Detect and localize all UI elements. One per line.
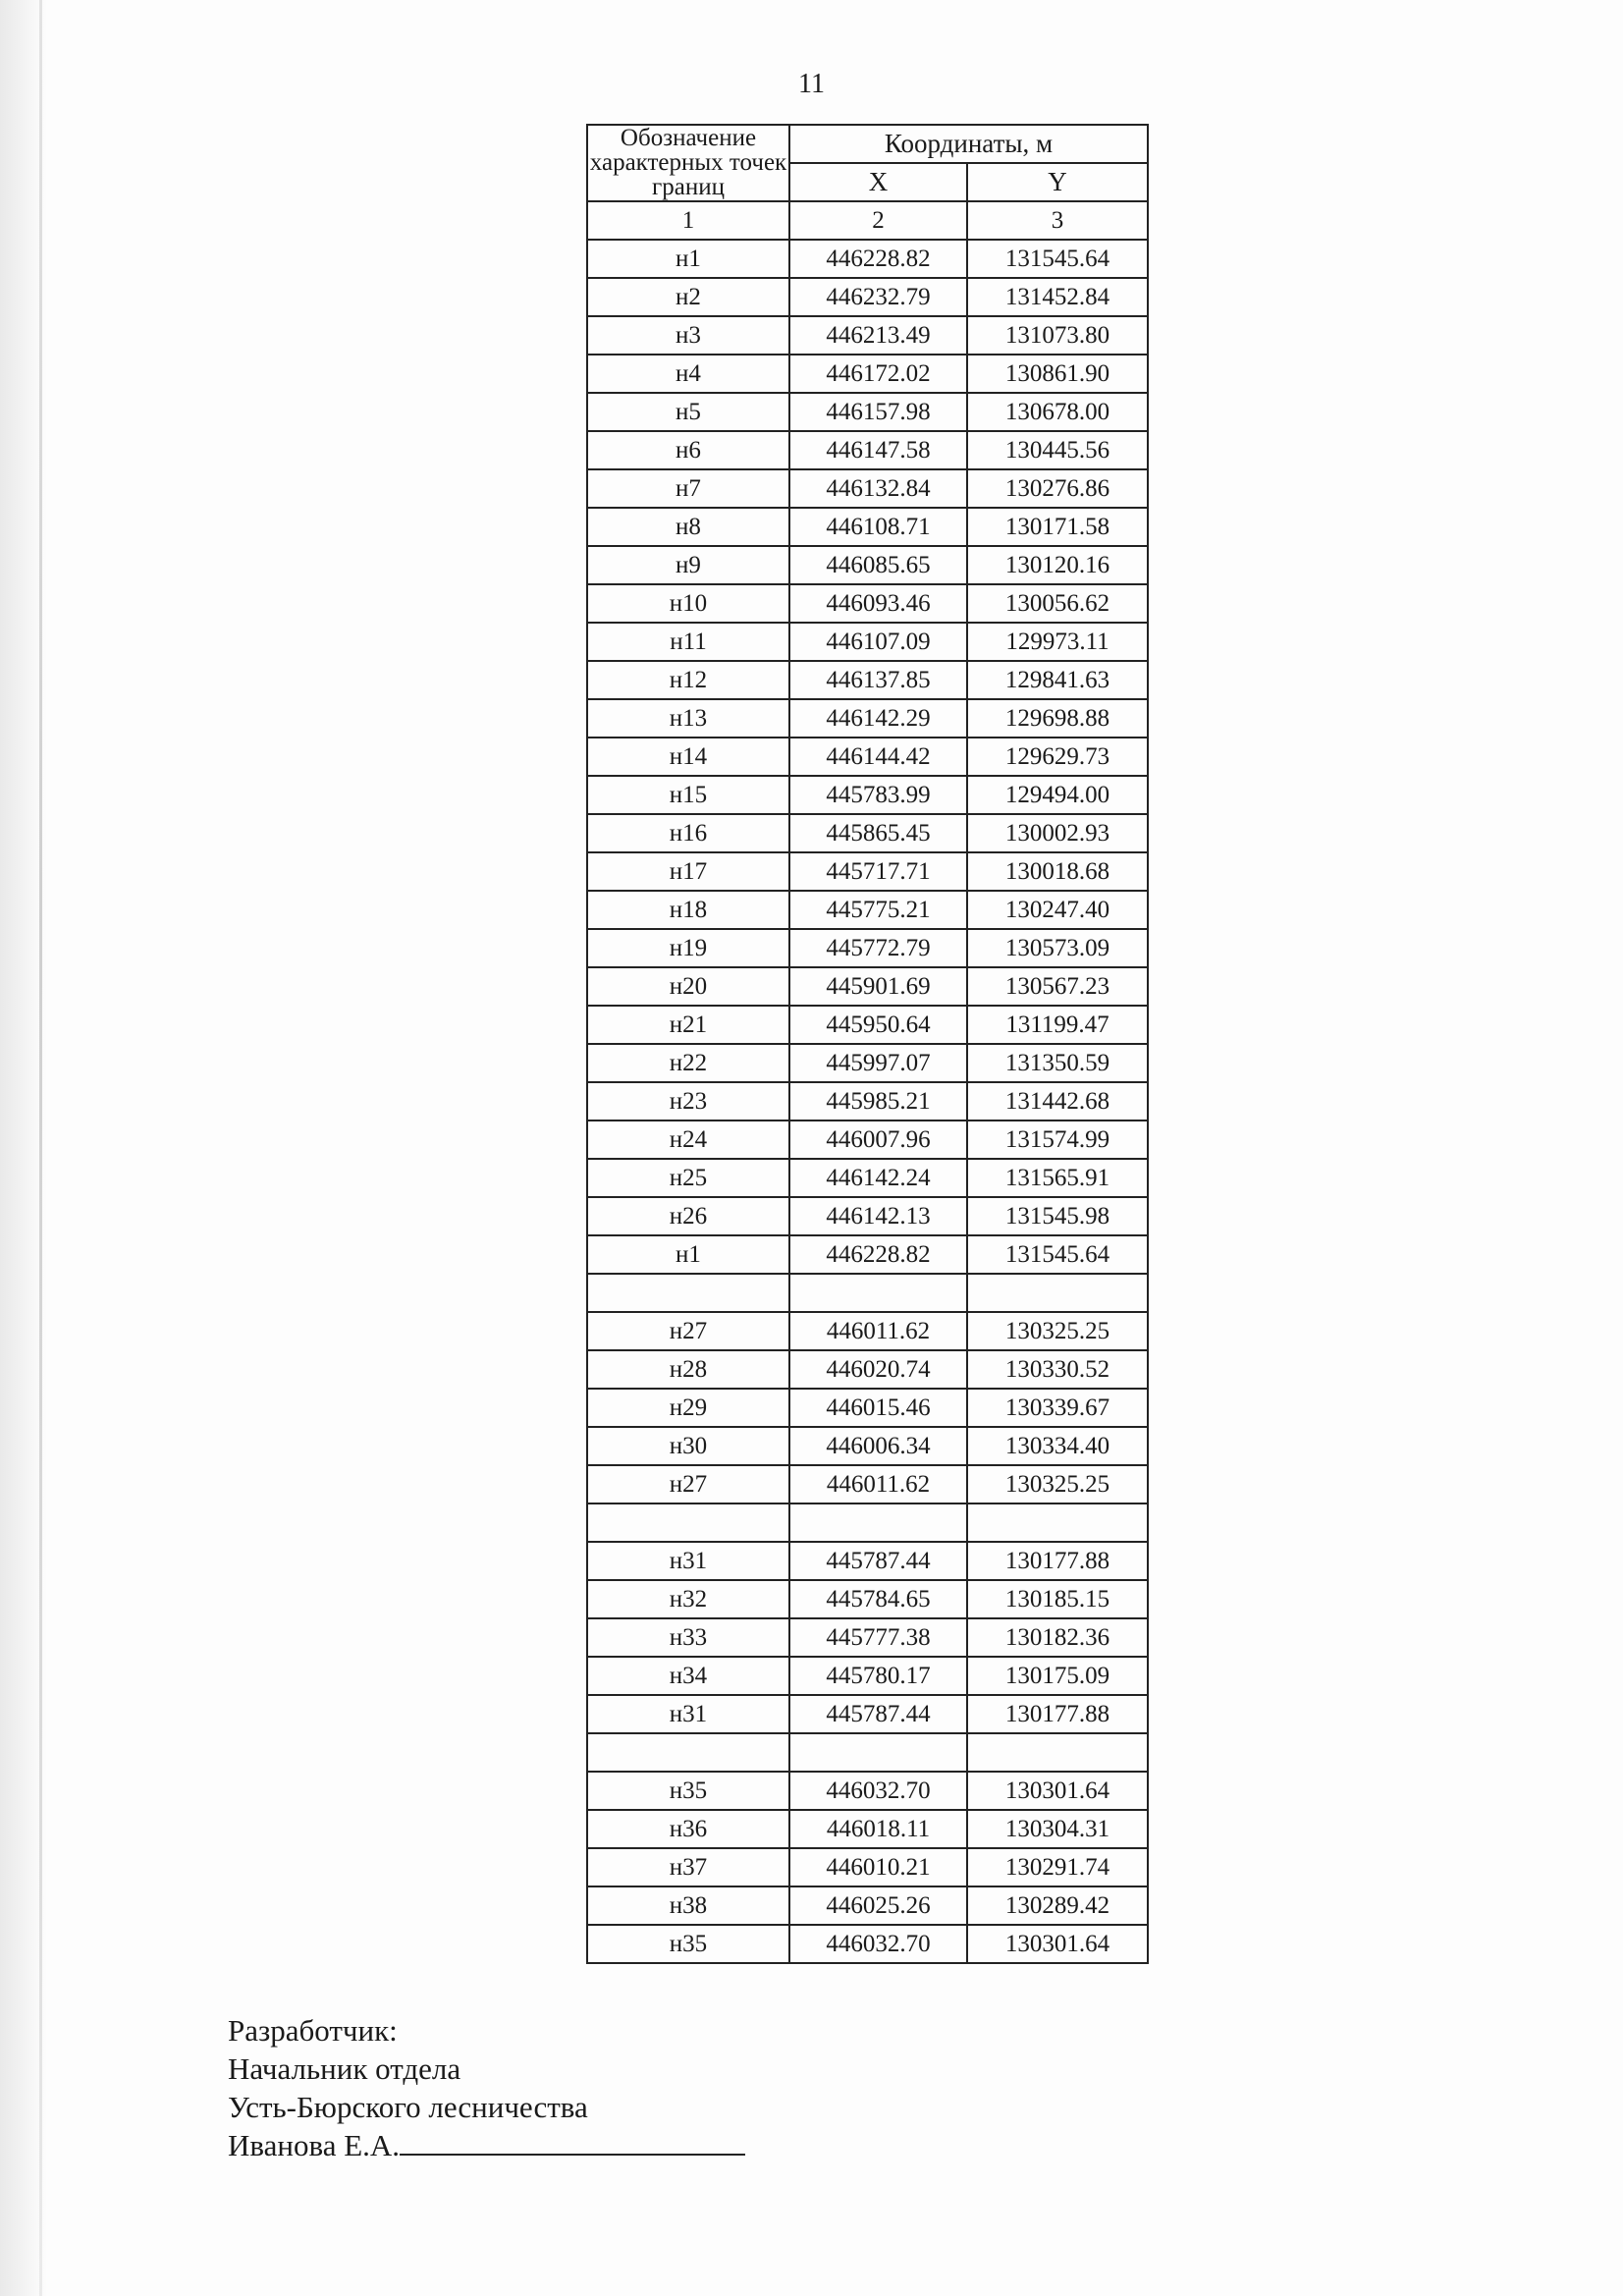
- y-cell: 130339.67: [967, 1389, 1148, 1427]
- x-cell: 446007.96: [789, 1121, 967, 1159]
- y-cell: 131442.68: [967, 1082, 1148, 1121]
- x-cell: 446142.29: [789, 699, 967, 738]
- point-cell: н23: [587, 1082, 789, 1121]
- point-cell: н38: [587, 1886, 789, 1925]
- x-cell: 446032.70: [789, 1925, 967, 1963]
- x-cell: 445784.65: [789, 1580, 967, 1618]
- point-cell: н6: [587, 431, 789, 469]
- point-cell: н27: [587, 1465, 789, 1503]
- y-cell: 131452.84: [967, 278, 1148, 316]
- y-cell: 130573.09: [967, 929, 1148, 967]
- table-row: [587, 1810, 1148, 1848]
- x-cell: 446006.34: [789, 1427, 967, 1465]
- point-cell: [587, 1503, 789, 1542]
- point-cell: н14: [587, 738, 789, 776]
- y-cell: 131073.80: [967, 316, 1148, 355]
- x-cell: 445997.07: [789, 1044, 967, 1082]
- table-row: [587, 355, 1148, 393]
- point-cell: н27: [587, 1312, 789, 1350]
- table-row: [587, 1082, 1148, 1121]
- table-row: [587, 1695, 1148, 1733]
- point-cell: н31: [587, 1695, 789, 1733]
- table-row: [587, 852, 1148, 891]
- header-x: X: [789, 163, 967, 201]
- table-row: [587, 623, 1148, 661]
- point-cell: н33: [587, 1618, 789, 1657]
- point-cell: н20: [587, 967, 789, 1006]
- y-cell: 130175.09: [967, 1657, 1148, 1695]
- y-cell: [967, 1733, 1148, 1772]
- point-cell: н15: [587, 776, 789, 814]
- y-cell: 129494.00: [967, 776, 1148, 814]
- point-cell: н2: [587, 278, 789, 316]
- point-cell: н17: [587, 852, 789, 891]
- column-number: 1: [587, 201, 789, 240]
- point-cell: н24: [587, 1121, 789, 1159]
- point-cell: н4: [587, 355, 789, 393]
- point-cell: н30: [587, 1427, 789, 1465]
- signatory-line: [228, 2126, 745, 2164]
- point-cell: н18: [587, 891, 789, 929]
- table-row: [587, 1580, 1148, 1618]
- blank-separator-row: [587, 1733, 1148, 1772]
- point-cell: н12: [587, 661, 789, 699]
- y-cell: 130276.86: [967, 469, 1148, 508]
- point-cell: н9: [587, 546, 789, 584]
- point-cell: н1: [587, 1235, 789, 1274]
- table-row: [587, 1886, 1148, 1925]
- y-cell: 130330.52: [967, 1350, 1148, 1389]
- x-cell: 446232.79: [789, 278, 967, 316]
- table-row: [587, 699, 1148, 738]
- table-row: [587, 1389, 1148, 1427]
- y-cell: 130301.64: [967, 1772, 1148, 1810]
- point-cell: н32: [587, 1580, 789, 1618]
- table-row: [587, 1312, 1148, 1350]
- x-cell: 446142.24: [789, 1159, 967, 1197]
- table-row: [587, 1848, 1148, 1886]
- y-cell: 131545.64: [967, 1235, 1148, 1274]
- table-row: [587, 278, 1148, 316]
- y-cell: 130445.56: [967, 431, 1148, 469]
- x-cell: 445901.69: [789, 967, 967, 1006]
- x-cell: 445865.45: [789, 814, 967, 852]
- y-cell: 130185.15: [967, 1580, 1148, 1618]
- table-row: [587, 738, 1148, 776]
- point-cell: [587, 1274, 789, 1312]
- x-cell: 445717.71: [789, 852, 967, 891]
- x-cell: 446107.09: [789, 623, 967, 661]
- y-cell: 131199.47: [967, 1006, 1148, 1044]
- y-cell: 131574.99: [967, 1121, 1148, 1159]
- coordinates-table: [586, 124, 1149, 1964]
- table-row: [587, 393, 1148, 431]
- y-cell: 130289.42: [967, 1886, 1148, 1925]
- y-cell: 130002.93: [967, 814, 1148, 852]
- x-cell: 446025.26: [789, 1886, 967, 1925]
- column-number: 2: [789, 201, 967, 240]
- point-cell: н36: [587, 1810, 789, 1848]
- y-cell: 130325.25: [967, 1465, 1148, 1503]
- x-cell: 446011.62: [789, 1465, 967, 1503]
- header-coordinates: Координаты, м: [789, 125, 1148, 163]
- y-cell: 129629.73: [967, 738, 1148, 776]
- y-cell: 130120.16: [967, 546, 1148, 584]
- table-row: [587, 1925, 1148, 1963]
- table-row: [587, 1235, 1148, 1274]
- point-cell: н3: [587, 316, 789, 355]
- x-cell: 446018.11: [789, 1810, 967, 1848]
- table-row: [587, 891, 1148, 929]
- table-row: [587, 661, 1148, 699]
- point-cell: н31: [587, 1542, 789, 1580]
- table-row: [587, 1465, 1148, 1503]
- point-cell: н37: [587, 1848, 789, 1886]
- x-cell: 446010.21: [789, 1848, 967, 1886]
- point-cell: н29: [587, 1389, 789, 1427]
- point-cell: н19: [587, 929, 789, 967]
- column-numbers-row: [587, 201, 1148, 240]
- point-cell: н21: [587, 1006, 789, 1044]
- x-cell: [789, 1274, 967, 1312]
- x-cell: 446142.13: [789, 1197, 967, 1235]
- table-row: [587, 967, 1148, 1006]
- table-row: [587, 1121, 1148, 1159]
- table-row: [587, 431, 1148, 469]
- table-row: [587, 1044, 1148, 1082]
- y-cell: [967, 1274, 1148, 1312]
- y-cell: 130567.23: [967, 967, 1148, 1006]
- y-cell: 131565.91: [967, 1159, 1148, 1197]
- table-row: [587, 240, 1148, 278]
- organization-name: Усть-Бюрского лесничества: [228, 2090, 588, 2124]
- column-number: 3: [967, 201, 1148, 240]
- table-row: [587, 1618, 1148, 1657]
- y-cell: 130678.00: [967, 393, 1148, 431]
- point-cell: [587, 1733, 789, 1772]
- table-row: [587, 814, 1148, 852]
- x-cell: 445783.99: [789, 776, 967, 814]
- x-cell: 445787.44: [789, 1695, 967, 1733]
- coordinates-body: [587, 240, 1148, 1963]
- table-row: [587, 776, 1148, 814]
- scan-fold-line: [39, 0, 42, 2296]
- table-row: [587, 1350, 1148, 1389]
- x-cell: 445985.21: [789, 1082, 967, 1121]
- table-row: [587, 1542, 1148, 1580]
- y-cell: 130171.58: [967, 508, 1148, 546]
- header-point-designation: Обозначение характерных точек границ: [587, 125, 789, 201]
- page-number: 11: [798, 69, 825, 99]
- point-cell: н26: [587, 1197, 789, 1235]
- y-cell: 130177.88: [967, 1542, 1148, 1580]
- y-cell: 130325.25: [967, 1312, 1148, 1350]
- point-cell: н1: [587, 240, 789, 278]
- x-cell: 446228.82: [789, 1235, 967, 1274]
- point-cell: н16: [587, 814, 789, 852]
- x-cell: 445772.79: [789, 929, 967, 967]
- point-cell: н28: [587, 1350, 789, 1389]
- x-cell: 446132.84: [789, 469, 967, 508]
- point-cell: н34: [587, 1657, 789, 1695]
- x-cell: 446032.70: [789, 1772, 967, 1810]
- table-row: [587, 1197, 1148, 1235]
- blank-separator-row: [587, 1274, 1148, 1312]
- x-cell: [789, 1733, 967, 1772]
- x-cell: 446213.49: [789, 316, 967, 355]
- signature-block: [228, 2011, 745, 2164]
- point-cell: н22: [587, 1044, 789, 1082]
- y-cell: 129698.88: [967, 699, 1148, 738]
- table-row: [587, 1159, 1148, 1197]
- blank-separator-row: [587, 1503, 1148, 1542]
- point-cell: н7: [587, 469, 789, 508]
- y-cell: 131545.64: [967, 240, 1148, 278]
- x-cell: 446093.46: [789, 584, 967, 623]
- table-row: [587, 469, 1148, 508]
- table-row: [587, 929, 1148, 967]
- y-cell: 130334.40: [967, 1427, 1148, 1465]
- y-cell: 130301.64: [967, 1925, 1148, 1963]
- developer-label: Разработчик:: [228, 2013, 398, 2048]
- signatory-name: Иванова Е.А.: [228, 2128, 401, 2162]
- y-cell: 130861.90: [967, 355, 1148, 393]
- y-cell: 130018.68: [967, 852, 1148, 891]
- point-cell: н13: [587, 699, 789, 738]
- table-row: [587, 1427, 1148, 1465]
- point-cell: н8: [587, 508, 789, 546]
- table-row: [587, 1772, 1148, 1810]
- y-cell: 130177.88: [967, 1695, 1148, 1733]
- y-cell: 130056.62: [967, 584, 1148, 623]
- x-cell: 446147.58: [789, 431, 967, 469]
- y-cell: 129973.11: [967, 623, 1148, 661]
- y-cell: 130291.74: [967, 1848, 1148, 1886]
- point-cell: н25: [587, 1159, 789, 1197]
- table-row: [587, 508, 1148, 546]
- table-row: [587, 584, 1148, 623]
- x-cell: 445775.21: [789, 891, 967, 929]
- x-cell: 446157.98: [789, 393, 967, 431]
- x-cell: 446020.74: [789, 1350, 967, 1389]
- point-cell: н5: [587, 393, 789, 431]
- table-row: [587, 546, 1148, 584]
- table-row: [587, 1657, 1148, 1695]
- signature-underline: [400, 2128, 745, 2156]
- x-cell: [789, 1503, 967, 1542]
- x-cell: 445787.44: [789, 1542, 967, 1580]
- header-y: Y: [967, 163, 1148, 201]
- point-cell: н10: [587, 584, 789, 623]
- position-title: Начальник отдела: [228, 2051, 461, 2086]
- y-cell: 129841.63: [967, 661, 1148, 699]
- x-cell: 446011.62: [789, 1312, 967, 1350]
- x-cell: 446015.46: [789, 1389, 967, 1427]
- y-cell: 130304.31: [967, 1810, 1148, 1848]
- y-cell: [967, 1503, 1148, 1542]
- x-cell: 446172.02: [789, 355, 967, 393]
- x-cell: 445950.64: [789, 1006, 967, 1044]
- y-cell: 130247.40: [967, 891, 1148, 929]
- y-cell: 131350.59: [967, 1044, 1148, 1082]
- x-cell: 446085.65: [789, 546, 967, 584]
- point-cell: н11: [587, 623, 789, 661]
- point-cell: н35: [587, 1772, 789, 1810]
- y-cell: 130182.36: [967, 1618, 1148, 1657]
- x-cell: 446108.71: [789, 508, 967, 546]
- x-cell: 445777.38: [789, 1618, 967, 1657]
- x-cell: 446228.82: [789, 240, 967, 278]
- x-cell: 445780.17: [789, 1657, 967, 1695]
- x-cell: 446144.42: [789, 738, 967, 776]
- table-row: [587, 316, 1148, 355]
- table-row: [587, 1006, 1148, 1044]
- point-cell: н35: [587, 1925, 789, 1963]
- y-cell: 131545.98: [967, 1197, 1148, 1235]
- x-cell: 446137.85: [789, 661, 967, 699]
